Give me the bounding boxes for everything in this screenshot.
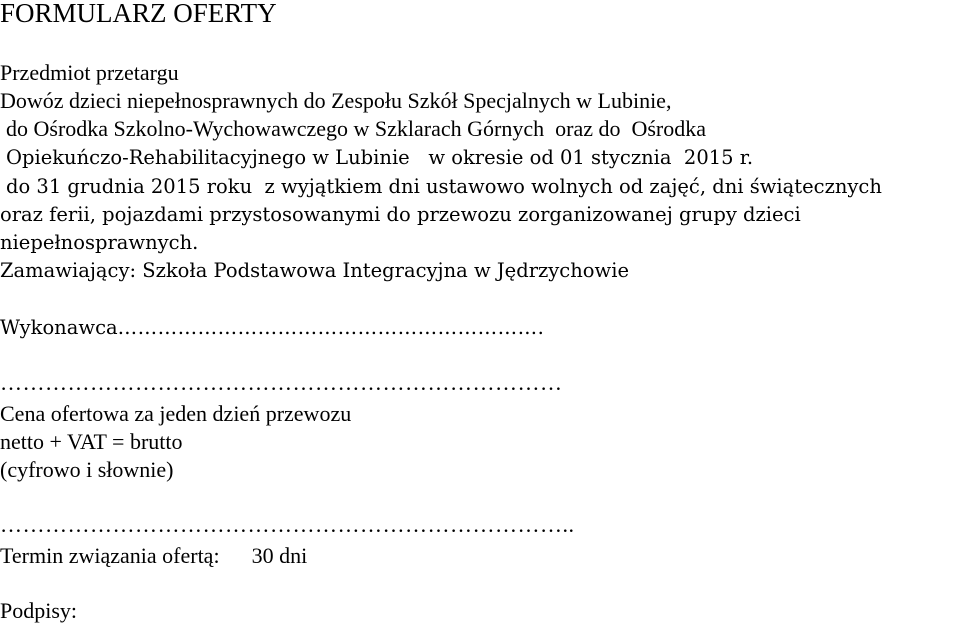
contractor-label: Wykonawca xyxy=(0,316,118,339)
binding-value: 30 dni xyxy=(251,543,308,568)
price-note: (cyfrowo i słownie) xyxy=(0,457,174,482)
form-title: FORMULARZ OFERTY xyxy=(0,0,277,28)
contractor-dots: ………………………………………………………. xyxy=(117,316,545,339)
ordering-party: Zamawiający: Szkoła Podstawowa Integracyjna w Jędrzychowie xyxy=(0,259,629,282)
binding-period xyxy=(0,545,307,567)
price-label: Cena ofertowa za jeden dzień przewozu xyxy=(0,401,352,426)
contractor-dots-line-2: ………………………………………………………………… xyxy=(0,370,563,395)
binding-label: Termin związania ofertą: xyxy=(0,543,220,568)
subject-line-3: Opiekuńczo-Rehabilitacyjnego w Lubinie w okresie od 01 stycznia 2015 r. xyxy=(6,146,754,169)
price-dots: ………………………………………………………………….. xyxy=(0,512,575,537)
subject-label: Przedmiot przetargu xyxy=(0,60,179,85)
signatures-label: Podpisy: xyxy=(0,598,78,623)
subject-line-4: do 31 grudnia 2015 roku z wyjątkiem dni ustawowo wolnych od zajęć, dni świątecznych xyxy=(6,175,882,198)
subject-line-1: Dowóz dzieci niepełnosprawnych do Zespołu Szkół Specjalnych w Lubinie, xyxy=(0,88,672,113)
contractor-field xyxy=(0,318,544,338)
subject-line-6: niepełnosprawnych. xyxy=(0,231,199,254)
price-formula: netto + VAT = brutto xyxy=(0,429,183,454)
subject-line-5: oraz ferii, pojazdami przystosowanymi do przewozu zorganizowanej grupy dzieci xyxy=(0,203,801,226)
subject-line-2: do Ośrodka Szkolno-Wychowawczego w Szklarach Górnych oraz do Ośrodka xyxy=(6,116,707,141)
